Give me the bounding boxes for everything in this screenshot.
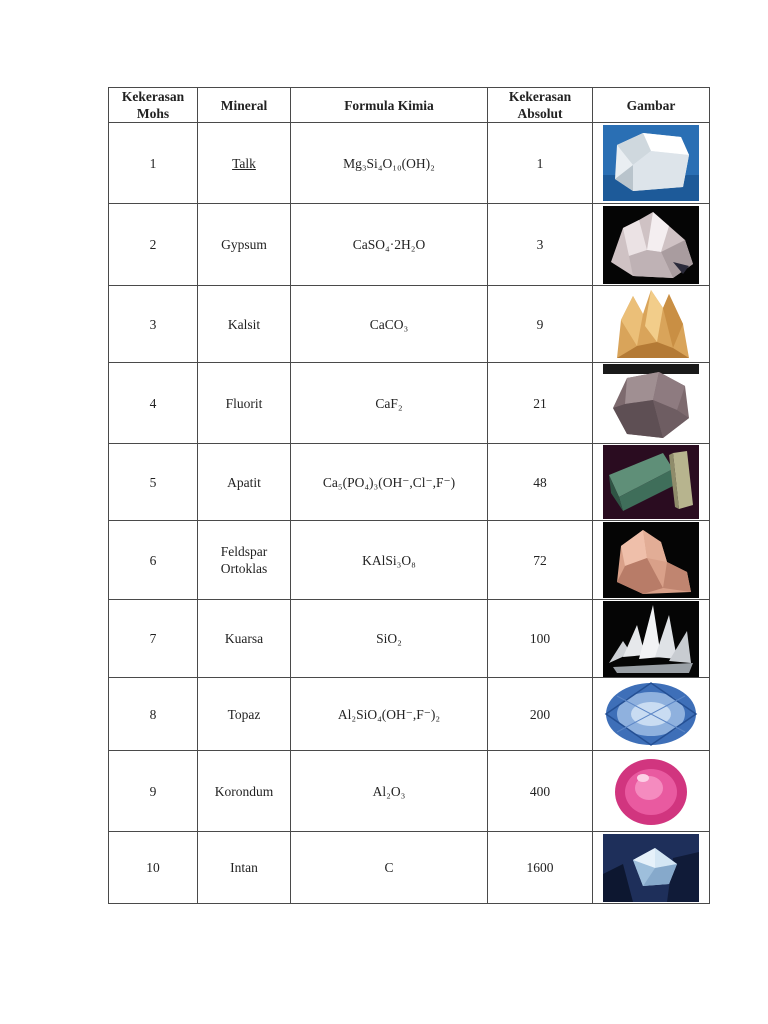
cell-image (593, 444, 710, 521)
table-row (109, 444, 710, 521)
cell-mohs: 8 (109, 678, 198, 751)
cell-mohs: 4 (109, 363, 198, 444)
cell-mohs: 9 (109, 751, 198, 832)
table-row (109, 832, 710, 904)
apatite-mineral-photo (603, 445, 699, 519)
table-row (109, 600, 710, 678)
cell-mohs: 3 (109, 286, 198, 363)
cell-mineral[interactable]: Talk (198, 123, 291, 204)
cell-absolut: 200 (488, 678, 593, 751)
cell-formula: CaSO₄·2H₂O (291, 204, 488, 286)
gypsum-mineral-photo (603, 206, 699, 284)
cell-mineral: Korondum (198, 751, 291, 832)
calcite-mineral-photo (603, 286, 699, 362)
cell-mohs: 10 (109, 832, 198, 904)
cell-mineral: Kuarsa (198, 600, 291, 678)
table-row (109, 521, 710, 600)
header-gambar: Gambar (593, 88, 710, 123)
table-row (109, 363, 710, 444)
cell-formula: Mg₃Si₄O₁₀(OH)₂ (291, 123, 488, 204)
cell-image (593, 600, 710, 678)
topaz-gem-photo (603, 680, 699, 748)
cell-mohs: 6 (109, 521, 198, 600)
cell-mohs: 2 (109, 204, 198, 286)
table-header-row (109, 88, 710, 123)
cell-image (593, 832, 710, 904)
header-mohs: Kekerasan Mohs (109, 88, 198, 123)
table-row (109, 204, 710, 286)
cell-mineral: Topaz (198, 678, 291, 751)
cell-absolut: 21 (488, 363, 593, 444)
cell-mineral: Kalsit (198, 286, 291, 363)
cell-mineral: Feldspar Ortoklas (198, 521, 291, 600)
cell-image (593, 363, 710, 444)
talc-mineral-photo (603, 125, 699, 201)
cell-absolut: 1 (488, 123, 593, 204)
cell-absolut: 100 (488, 600, 593, 678)
cell-mineral: Apatit (198, 444, 291, 521)
corundum-gem-photo (603, 754, 699, 828)
cell-mohs: 7 (109, 600, 198, 678)
cell-absolut: 1600 (488, 832, 593, 904)
cell-formula: CaF₂ (291, 363, 488, 444)
header-mineral: Mineral (198, 88, 291, 123)
cell-image (593, 521, 710, 600)
cell-mohs: 1 (109, 123, 198, 204)
cell-absolut: 400 (488, 751, 593, 832)
cell-formula: KAlSi₃O₈ (291, 521, 488, 600)
table-row (109, 751, 710, 832)
cell-absolut: 48 (488, 444, 593, 521)
cell-formula: CaCO₃ (291, 286, 488, 363)
quartz-mineral-photo (603, 601, 699, 677)
cell-formula: C (291, 832, 488, 904)
cell-mohs: 5 (109, 444, 198, 521)
diamond-mineral-photo (603, 834, 699, 902)
cell-image (593, 123, 710, 204)
cell-formula: SiO₂ (291, 600, 488, 678)
cell-mineral: Fluorit (198, 363, 291, 444)
fluorite-mineral-photo (603, 364, 699, 442)
cell-image (593, 678, 710, 751)
cell-absolut: 3 (488, 204, 593, 286)
cell-absolut: 72 (488, 521, 593, 600)
cell-image (593, 204, 710, 286)
cell-image (593, 286, 710, 363)
table-row (109, 286, 710, 363)
header-absolut: Kekerasan Absolut (488, 88, 593, 123)
cell-formula: Ca₅(PO₄)₃(OH⁻,Cl⁻,F⁻) (291, 444, 488, 521)
cell-formula: Al₂O₃ (291, 751, 488, 832)
orthoclase-mineral-photo (603, 522, 699, 598)
cell-image (593, 751, 710, 832)
cell-formula: Al₂SiO₄(OH⁻,F⁻)₂ (291, 678, 488, 751)
cell-mineral: Gypsum (198, 204, 291, 286)
mohs-hardness-table (108, 87, 710, 904)
cell-mineral: Intan (198, 832, 291, 904)
cell-absolut: 9 (488, 286, 593, 363)
table-row (109, 123, 710, 204)
table-row (109, 678, 710, 751)
header-formula: Formula Kimia (291, 88, 488, 123)
